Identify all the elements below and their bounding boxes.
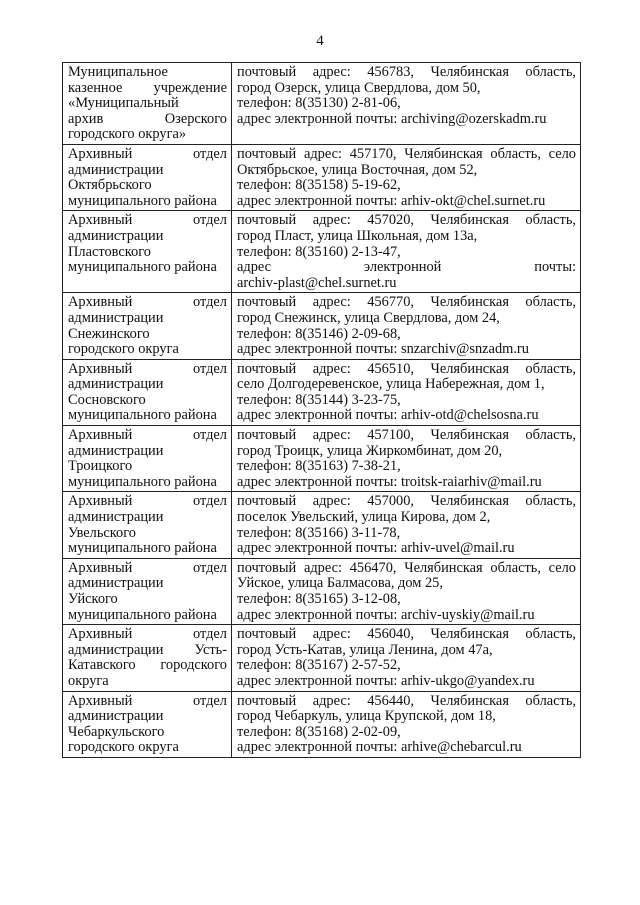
organization-name-line: муниципального района: [68, 407, 217, 424]
organization-name-line: Архивный отдел: [68, 626, 227, 643]
organization-name-line: Снежинского: [68, 325, 150, 342]
contact-info-line: адрес электронной почты: arhive@chebarcul.ru: [237, 739, 522, 756]
contact-cell: [232, 426, 581, 492]
organization-name-line: муниципального района: [68, 540, 217, 557]
contact-info-line: почтовый адрес: 456470, Челябинская область, село: [237, 559, 576, 576]
organization-name-line: муниципального района: [68, 192, 217, 209]
contact-info-line: почтовый адрес: 456510, Челябинская область,: [237, 360, 576, 377]
contact-cell: [232, 625, 581, 691]
contact-cell: [232, 492, 581, 558]
contact-info-line: адрес электронной почты:: [237, 259, 576, 276]
contact-info-line: село Долгодеревенское, улица Набережная, дом 1,: [237, 376, 545, 393]
organization-name-line: Троицкого: [68, 458, 133, 475]
contact-info-line: Октябрьское, улица Восточная, дом 52,: [237, 161, 478, 178]
contact-info-line: адрес электронной почты: arhiv-okt@chel.surnet.ru: [237, 192, 546, 209]
contact-info-line: адрес электронной почты: snzarchiv@snzadm.ru: [237, 341, 529, 358]
contact-info-line: адрес электронной почты: arhiv-ukgo@yandex.ru: [237, 672, 535, 689]
table-row: [63, 63, 581, 145]
organization-cell: [63, 63, 232, 145]
contact-info-line: Уйское, улица Балмасова, дом 25,: [237, 575, 443, 592]
table-row: [63, 211, 581, 293]
contact-cell: [232, 144, 581, 210]
organization-name-line: Архивный отдел: [68, 294, 227, 311]
contact-info-line: телефон: 8(35166) 3-11-78,: [237, 524, 401, 541]
organization-name-line: администрации: [68, 509, 164, 526]
organization-name-line: Архивный отдел: [68, 692, 227, 709]
contact-info-line: телефон: 8(35158) 5-19-62,: [237, 177, 401, 194]
contact-info-line: телефон: 8(35168) 2-02-09,: [237, 723, 401, 740]
contact-cell: [232, 359, 581, 425]
contact-info-line: поселок Увельский, улица Кирова, дом 2,: [237, 509, 491, 526]
contact-info-line: город Усть-Катав, улица Ленина, дом 47а,: [237, 641, 493, 658]
contact-info-line: телефон: 8(35165) 3-12-08,: [237, 591, 401, 607]
organization-name-line: администрации: [68, 442, 164, 459]
contact-info-line: телефон: 8(35146) 2-09-68,: [237, 325, 401, 342]
contact-info-line: адрес электронной почты: troitsk-raiarhiv@mail.ru: [237, 473, 542, 490]
contact-info-line: город Троицк, улица Жиркомбинат, дом 20,: [237, 442, 503, 459]
organization-name-line: Архивный отдел: [68, 360, 227, 377]
contact-info-line: archiv-plast@chel.surnet.ru: [237, 274, 397, 291]
contact-info-line: телефон: 8(35163) 7-38-21,: [237, 458, 401, 475]
organization-name-line: Архивный отдел: [68, 493, 227, 510]
organization-cell: [63, 691, 232, 757]
table-row: [63, 625, 581, 691]
organization-cell: [63, 558, 232, 624]
organization-name-line: казенное учреждение: [68, 79, 227, 96]
organization-name-line: администрации: [68, 376, 164, 393]
organization-name-line: Чебаркульского: [68, 723, 165, 740]
organization-name-line: архив Озерского: [68, 110, 227, 127]
organization-name-line: городского округа: [68, 341, 179, 358]
organization-cell: [63, 359, 232, 425]
organization-name-line: муниципального района: [68, 259, 217, 276]
contact-info-line: почтовый адрес: 456440, Челябинская область,: [237, 692, 576, 709]
organization-name-line: «Муниципальный: [68, 95, 179, 112]
archives-table: [62, 62, 581, 758]
organization-name-line: администрации: [68, 161, 164, 178]
organization-cell: [63, 211, 232, 293]
archives-table-body: [63, 63, 581, 758]
organization-name-line: городского округа: [68, 739, 179, 756]
contact-info-line: телефон: 8(35167) 2-57-52,: [237, 657, 401, 674]
contact-info-line: почтовый адрес: 456040, Челябинская область,: [237, 626, 576, 643]
table-row: [63, 359, 581, 425]
organization-name-line: Пластовского: [68, 243, 151, 260]
organization-cell: [63, 426, 232, 492]
contact-info-line: почтовый адрес: 457020, Челябинская область,: [237, 212, 576, 229]
contact-info-line: почтовый адрес: 456783, Челябинская область,: [237, 64, 576, 80]
table-row: [63, 144, 581, 210]
contact-info-line: город Пласт, улица Школьная, дом 13а,: [237, 227, 478, 244]
contact-info-line: телефон: 8(35144) 3-23-75,: [237, 391, 401, 408]
organization-name-line: Архивный отдел: [68, 427, 227, 444]
contact-cell: [232, 293, 581, 359]
contact-info-line: город Озерск, улица Свердлова, дом 50,: [237, 79, 481, 96]
organization-cell: [63, 625, 232, 691]
contact-cell: [232, 558, 581, 624]
contact-info-line: почтовый адрес: 457000, Челябинская область,: [237, 493, 576, 510]
organization-cell: [63, 492, 232, 558]
contact-info-line: город Чебаркуль, улица Крупской, дом 18,: [237, 708, 496, 725]
contact-info-line: адрес электронной почты: archiv-uyskiy@mail.ru: [237, 606, 535, 623]
contact-cell: [232, 211, 581, 293]
organization-name-line: администрации Усть-: [68, 641, 227, 658]
page-number: 4: [316, 33, 324, 49]
contact-info-line: почтовый адрес: 457100, Челябинская область,: [237, 427, 576, 444]
contact-cell: [232, 63, 581, 145]
organization-name-line: городского округа»: [68, 126, 187, 143]
contact-info-line: адрес электронной почты: archiving@ozerskadm.ru: [237, 110, 547, 127]
organization-name-line: муниципального района: [68, 606, 217, 623]
table-row: [63, 426, 581, 492]
organization-cell: [63, 144, 232, 210]
contact-info-line: почтовый адрес: 456770, Челябинская область,: [237, 294, 576, 311]
contact-info-line: телефон: 8(35130) 2-81-06,: [237, 95, 401, 112]
organization-name-line: Муниципальное: [68, 64, 168, 80]
table-row: [63, 558, 581, 624]
contact-info-line: город Снежинск, улица Свердлова, дом 24,: [237, 309, 500, 326]
organization-name-line: округа: [68, 672, 109, 689]
organization-name-line: Октябрьского: [68, 177, 152, 194]
table-row: [63, 492, 581, 558]
contact-cell: [232, 691, 581, 757]
organization-name-line: Архивный отдел: [68, 145, 227, 162]
table-row: [63, 691, 581, 757]
organization-name-line: администрации: [68, 708, 164, 725]
organization-name-line: администрации: [68, 227, 164, 244]
organization-name-line: Архивный отдел: [68, 212, 227, 229]
table-row: [63, 293, 581, 359]
contact-info-line: телефон: 8(35160) 2-13-47,: [237, 243, 401, 260]
organization-name-line: Архивный отдел: [68, 559, 227, 576]
organization-cell: [63, 293, 232, 359]
organization-name-line: Сосновского: [68, 391, 146, 408]
organization-name-line: Уйского: [68, 591, 118, 607]
organization-name-line: администрации: [68, 309, 164, 326]
contact-info-line: адрес электронной почты: arhiv-otd@chelsosna.ru: [237, 407, 539, 424]
organization-name-line: Увельского: [68, 524, 136, 541]
organization-name-line: Катавского городского: [68, 657, 227, 674]
organization-name-line: администрации: [68, 575, 164, 592]
organization-name-line: муниципального района: [68, 473, 217, 490]
contact-info-line: адрес электронной почты: arhiv-uvel@mail.ru: [237, 540, 515, 557]
contact-info-line: почтовый адрес: 457170, Челябинская область, село: [237, 145, 576, 162]
